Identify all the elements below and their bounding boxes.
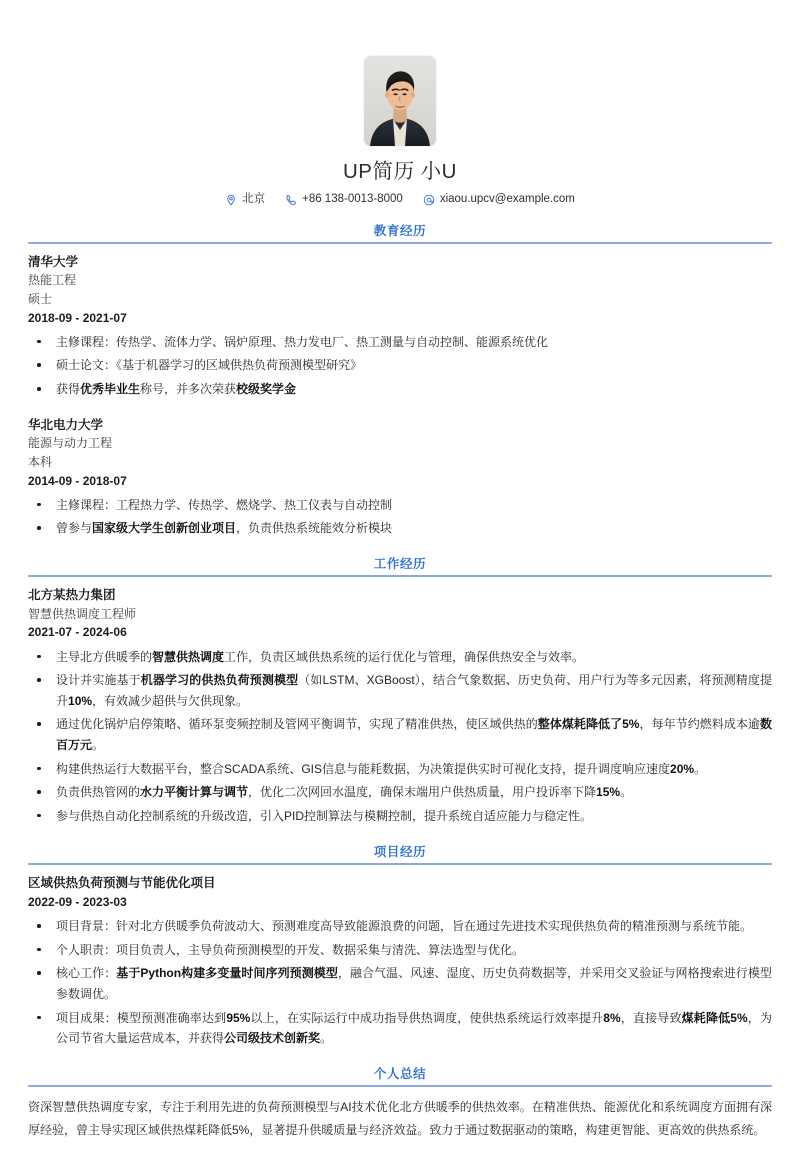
resume-header	[28, 0, 772, 206]
section-divider	[28, 242, 772, 244]
list-item: 硕士论文：《基于机器学习的区域供热负荷预测模型研究》	[28, 355, 772, 376]
education-degree: 硕士	[28, 291, 53, 306]
list-item: 获得优秀毕业生称号，并多次荣获校级奖学金	[28, 379, 772, 400]
section-summary	[28, 1064, 772, 1143]
project-entry	[28, 874, 772, 1049]
list-item: 个人职责：项目负责人，主导负荷预测模型的开发、数据采集与清洗、算法选型与优化。	[28, 940, 772, 961]
contact-location-text: 北京	[242, 192, 266, 205]
section-divider	[28, 863, 772, 865]
photo-wrapper	[28, 56, 772, 146]
section-work	[28, 554, 772, 827]
contact-phone	[277, 194, 411, 206]
list-item: 主修课程：传热学、流体力学、锅炉原理、热力发电厂、热工测量与自动控制、能源系统优化	[28, 332, 772, 353]
list-item: 项目背景：针对北方供暖季负荷波动大、预测难度高导致能源浪费的问题，旨在通过先进技术实现供热负荷的精准预测与系统节能。	[28, 916, 772, 937]
education-school: 华北电力大学	[28, 417, 104, 432]
list-item: 核心工作：基于Python构建多变量时间序列预测模型，融合气温、风速、湿度、历史负荷数据等，并采用交叉验证与网格搜索进行模型参数调优。	[28, 963, 772, 1004]
education-entry	[28, 416, 772, 539]
list-item: 通过优化锅炉启停策略、循环泵变频控制及管网平衡调节，实现了精准供热，使区域供热的整体煤耗降低了5%，每年节约燃料成本逾数百万元。	[28, 714, 772, 755]
section-divider	[28, 575, 772, 577]
contact-phone-text: +86 138-0013-8000	[302, 192, 403, 205]
contact-email-text: xiaou.upcv@example.com	[439, 192, 575, 205]
contact-list	[28, 194, 772, 206]
project-date: 2022-09 - 2023-03	[28, 894, 127, 909]
contact-email	[415, 194, 583, 206]
education-major: 热能工程	[28, 273, 77, 288]
section-title-projects: 项目经历	[373, 844, 427, 859]
education-entry	[28, 253, 772, 400]
location-pin-icon	[225, 194, 237, 206]
list-item: 参与供热自动化控制系统的升级改造，引入PID控制算法与模糊控制，提升系统自适应能力与稳定性。	[28, 806, 772, 827]
education-date: 2018-09 - 2021-07	[28, 310, 127, 325]
section-divider	[28, 1085, 772, 1087]
phone-icon	[285, 194, 297, 206]
work-role: 智慧供热调度工程师	[28, 606, 137, 621]
education-major: 能源与动力工程	[28, 436, 113, 451]
section-education	[28, 221, 772, 539]
email-at-icon	[423, 194, 435, 206]
work-entry	[28, 586, 772, 827]
section-title-summary: 个人总结	[373, 1066, 427, 1081]
work-company: 北方某热力集团	[28, 588, 116, 602]
avatar	[364, 56, 436, 146]
list-item: 设计并实施基于机器学习的供热负荷预测模型（如LSTM、XGBoost），结合气象数据、历史负荷、用户行为等多元因素，将预测精度提升10%，有效减少超供与欠供现象。	[28, 670, 772, 711]
section-title-education: 教育经历	[373, 223, 427, 238]
section-title-work: 工作经历	[373, 557, 427, 571]
list-item: 构建供热运行大数据平台，整合SCADA系统、GIS信息与能耗数据，为决策提供实时可视化支持，提升调度响应速度20%。	[28, 759, 772, 780]
education-school: 清华大学	[28, 254, 79, 269]
work-date: 2021-07 - 2024-06	[28, 625, 127, 640]
education-bullets	[28, 495, 772, 539]
list-item: 主修课程：工程热力学、传热学、燃烧学、热工仪表与自动控制	[28, 495, 772, 516]
education-date: 2014-09 - 2018-07	[28, 473, 127, 488]
project-name: 区域供热负荷预测与节能优化项目	[28, 875, 216, 890]
list-item: 负责供热管网的水力平衡计算与调节，优化二次网回水温度，确保末端用户供热质量，用户投诉率下降15%。	[28, 782, 772, 803]
list-item: 项目成果：模型预测准确率达到95%以上，在实际运行中成功指导供热调度，使供热系统运行效率提升8%，直接导致煤耗降低5%，为公司节省大量运营成本，并获得公司级技术创新奖。	[28, 1008, 772, 1049]
list-item: 主导北方供暖季的智慧供热调度工作，负责区域供热系统的运行优化与管理，确保供热安全与效率。	[28, 647, 772, 668]
work-bullets	[28, 647, 772, 827]
contact-location	[217, 194, 273, 206]
summary-paragraph: 资深智慧供热调度专家，专注于利用先进的负荷预测模型与AI技术优化北方供暖季的供热效率。在精准供热、能源优化和系统调度方面拥有深厚经验，曾主导实现区域供热煤耗降低5%，显著提升供暖质量与经济效益。致力于通过数据驱动的策略，构建更智能、更高效的供热系统。	[28, 1099, 772, 1138]
candidate-name: UP简历 小U	[343, 160, 457, 183]
education-bullets	[28, 332, 772, 400]
education-degree: 本科	[28, 454, 53, 469]
section-projects	[28, 842, 772, 1049]
project-bullets	[28, 916, 772, 1049]
list-item: 曾参与国家级大学生创新创业项目，负责供热系统能效分析模块	[28, 518, 772, 539]
